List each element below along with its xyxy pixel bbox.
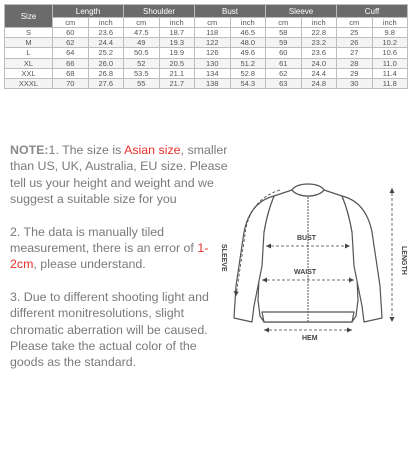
measurement-cell: 126: [195, 48, 231, 58]
measurement-cell: 52.8: [230, 68, 266, 78]
unit-cm: cm: [53, 18, 89, 28]
measurement-cell: 59: [266, 38, 302, 48]
table-row: [5, 28, 408, 38]
hem-label: HEM: [302, 335, 318, 342]
measurement-cell: 24.0: [301, 58, 337, 68]
measurement-cell: 47.5: [124, 28, 160, 38]
bust-label: BUST: [297, 235, 317, 242]
measurement-cell: 118: [195, 28, 231, 38]
measurement-cell: 58: [266, 28, 302, 38]
table-row: [5, 58, 408, 68]
table-row: [5, 68, 408, 78]
table-row: [5, 38, 408, 48]
length-arrow-top: [390, 188, 395, 193]
jacket-measurement-diagram: [206, 166, 416, 366]
measurement-cell: 60: [266, 48, 302, 58]
note-1-highlight: Asian size: [124, 143, 181, 157]
measurement-cell: 66: [53, 58, 89, 68]
measurement-cell: 21.1: [159, 68, 195, 78]
table-units-row: [5, 18, 408, 28]
size-cell: XL: [5, 58, 53, 68]
measurement-cell: 63: [266, 78, 302, 88]
measurement-cell: 130: [195, 58, 231, 68]
bust-column-header: Bust: [195, 5, 266, 18]
unit-inch: inch: [301, 18, 337, 28]
size-cell: S: [5, 28, 53, 38]
unit-inch: inch: [88, 18, 124, 28]
measurement-cell: 23.6: [301, 48, 337, 58]
note-label: NOTE:: [10, 143, 49, 157]
measurement-cell: 27: [337, 48, 373, 58]
hem-arrow-right: [347, 328, 352, 333]
notes-section: [10, 142, 232, 371]
unit-inch: inch: [230, 18, 266, 28]
sleeve-label: SLEEVE: [220, 244, 227, 272]
measurement-cell: 20.5: [159, 58, 195, 68]
measurement-cell: 18.7: [159, 28, 195, 38]
length-column-header: Length: [53, 5, 124, 18]
hem-arrow-left: [264, 328, 269, 333]
measurement-cell: 24.8: [301, 78, 337, 88]
note-2-highlight: 1-2cm: [10, 241, 209, 272]
table-header-row: [5, 5, 408, 18]
size-cell: XXXL: [5, 78, 53, 88]
unit-inch: inch: [372, 18, 408, 28]
unit-cm: cm: [195, 18, 231, 28]
measurement-cell: 19.3: [159, 38, 195, 48]
size-cell: XXL: [5, 68, 53, 78]
measurement-cell: 64: [53, 48, 89, 58]
measurement-cell: 26: [337, 38, 373, 48]
measurement-cell: 10.2: [372, 38, 408, 48]
measurement-cell: 22.8: [301, 28, 337, 38]
measurement-cell: 23.2: [301, 38, 337, 48]
note-1: [10, 142, 232, 208]
measurement-cell: 54.3: [230, 78, 266, 88]
measurement-cell: 62: [53, 38, 89, 48]
sleeve-column-header: Sleeve: [266, 5, 337, 18]
size-table-body: [5, 28, 408, 89]
measurement-cell: 50.5: [124, 48, 160, 58]
unit-cm: cm: [337, 18, 373, 28]
jacket-collar: [292, 184, 324, 196]
measurement-cell: 23.6: [88, 28, 124, 38]
table-row: [5, 48, 408, 58]
size-column-header: Size: [5, 5, 53, 28]
note-3: 3. Due to different shooting light and different monitresolutions, slight chromatic aberration will be caused. Please take the actual color of the goods as the standard.: [10, 289, 209, 370]
table-row: [5, 78, 408, 88]
measurement-cell: 24.4: [88, 38, 124, 48]
measurement-cell: 11.0: [372, 58, 408, 68]
measurement-cell: 68: [53, 68, 89, 78]
measurement-cell: 138: [195, 78, 231, 88]
measurement-cell: 29: [337, 68, 373, 78]
measurement-cell: 55: [124, 78, 160, 88]
measurement-cell: 25.2: [88, 48, 124, 58]
measurement-cell: 21.7: [159, 78, 195, 88]
measurement-cell: 134: [195, 68, 231, 78]
measurement-cell: 122: [195, 38, 231, 48]
measurement-cell: 10.6: [372, 48, 408, 58]
measurement-cell: 27.6: [88, 78, 124, 88]
note-2-text-end: , please understand.: [33, 257, 146, 272]
unit-inch: inch: [159, 18, 195, 28]
unit-cm: cm: [266, 18, 302, 28]
measurement-cell: 11.8: [372, 78, 408, 88]
note-2-text-start: 2. The data is manually tiled measurement, there is an error of: [10, 224, 198, 256]
length-label: LENGTH: [400, 246, 407, 275]
measurement-cell: 49.6: [230, 48, 266, 58]
measurement-cell: 30: [337, 78, 373, 88]
length-arrow-bottom: [390, 317, 395, 322]
note-1-text-end: , smaller than US, UK, Australia, EU size. Please tell us your height and weight and we suggest a suitable size for you: [10, 143, 228, 207]
measurement-cell: 70: [53, 78, 89, 88]
measurement-cell: 48.0: [230, 38, 266, 48]
size-cell: L: [5, 48, 53, 58]
unit-cm: cm: [124, 18, 160, 28]
measurement-cell: 25: [337, 28, 373, 38]
note-2: [10, 224, 232, 273]
note-1-text-start: 1. The size is: [48, 143, 125, 157]
measurement-cell: 46.5: [230, 28, 266, 38]
measurement-cell: 28: [337, 58, 373, 68]
measurement-cell: 19.9: [159, 48, 195, 58]
waist-label: WAIST: [294, 269, 317, 276]
measurement-cell: 9.8: [372, 28, 408, 38]
cuff-column-header: Cuff: [337, 5, 408, 18]
jacket-diagram-svg: [206, 166, 416, 366]
measurement-cell: 62: [266, 68, 302, 78]
measurement-cell: 11.4: [372, 68, 408, 78]
measurement-cell: 26.8: [88, 68, 124, 78]
measurement-cell: 49: [124, 38, 160, 48]
measurement-cell: 61: [266, 58, 302, 68]
shoulder-column-header: Shoulder: [124, 5, 195, 18]
measurement-cell: 26.0: [88, 58, 124, 68]
measurement-cell: 51.2: [230, 58, 266, 68]
measurement-cell: 52: [124, 58, 160, 68]
size-cell: M: [5, 38, 53, 48]
size-chart-table: [4, 4, 408, 89]
measurement-cell: 53.5: [124, 68, 160, 78]
measurement-cell: 60: [53, 28, 89, 38]
measurement-cell: 24.4: [301, 68, 337, 78]
